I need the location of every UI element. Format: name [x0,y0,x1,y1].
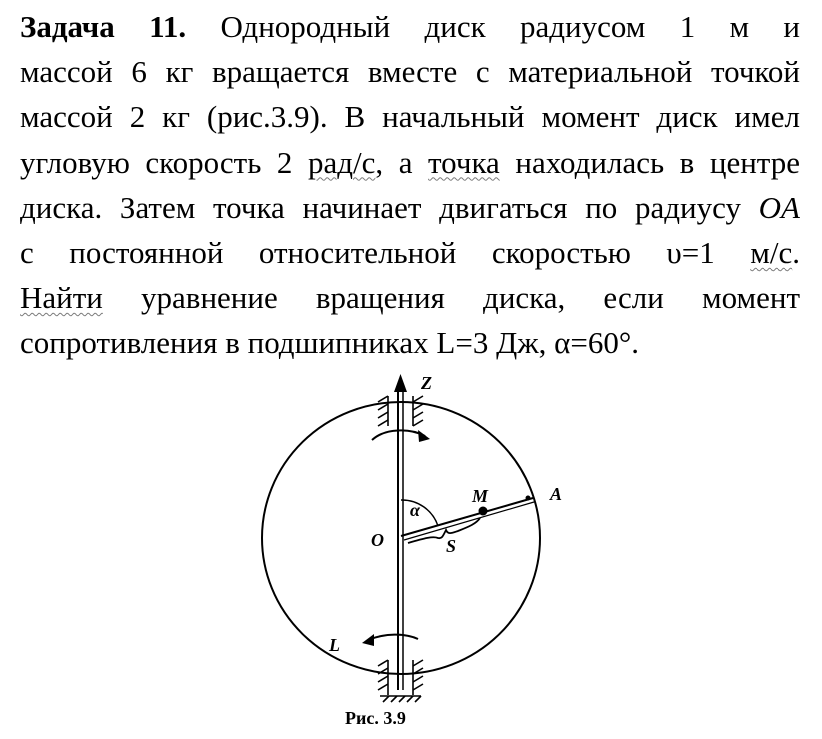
radius-oa-inner [404,502,534,540]
problem-line-6-text: с постоянной относительной скоростью υ=1 [20,234,751,270]
label-a: A [550,484,563,504]
label-o: O [371,530,384,550]
problem-line-1-text: Однородный диск радиусом 1 м и [220,9,800,44]
z-arrowhead [394,374,407,392]
disk-circle [262,402,540,674]
problem-line-7-word: Найти [20,280,103,316]
problem-line-7 [20,275,800,320]
label-s: S [446,536,457,556]
bottom-bearing [378,660,423,702]
problem-line-4-unit: рад/с [307,144,376,180]
problem-line-5-text: диска. Затем точка начинает двигаться по радиусу [20,189,759,225]
omega-arrowhead [418,430,430,442]
resistance-arrowhead [362,634,374,646]
problem-line-6 [20,230,800,275]
problem-text [20,4,800,366]
label-z: Z [421,373,432,393]
problem-line-4-text-e: находилась в центре [499,144,800,180]
resistance-arrow [368,635,418,640]
problem-line-4-word: точка [428,144,500,180]
problem-line-5 [20,185,800,230]
problem-line-4-text-c: , а [375,144,429,180]
problem-line-1 [20,4,800,49]
point-m [479,507,488,516]
point-a [526,496,531,501]
problem-line-4 [20,140,800,185]
problem-line-3 [20,94,800,139]
radius-oa [401,498,533,536]
disk-diagram [0,360,822,739]
problem-line-4-text-a: угловую скорость 2 [20,144,308,180]
problem-line-8 [20,320,800,365]
problem-line-8-text: сопротивления в подшипниках L=3 Дж, α=60°. [20,325,640,361]
problem-title: Задача 11. [20,9,187,44]
problem-line-2 [20,49,800,94]
problem-line-6-unit: м/с [750,234,793,270]
top-bearing [378,396,423,426]
problem-line-2-text: массой 6 кг вращается вместе с материальной точкой [20,54,800,90]
label-m: M [472,486,489,506]
problem-line-6-period: . [792,234,800,270]
figure-3-9 [0,360,822,739]
label-l: L [329,635,340,655]
label-alpha: α [410,500,420,520]
problem-line-5-oa: OA [758,189,800,225]
problem-line-7-text: уравнение вращения диска, если момент [102,280,800,316]
problem-line-3-text: массой 2 кг (рис.3.9). В начальный момент диск имел [20,99,800,135]
figure-caption: Рис. 3.9 [345,708,406,728]
